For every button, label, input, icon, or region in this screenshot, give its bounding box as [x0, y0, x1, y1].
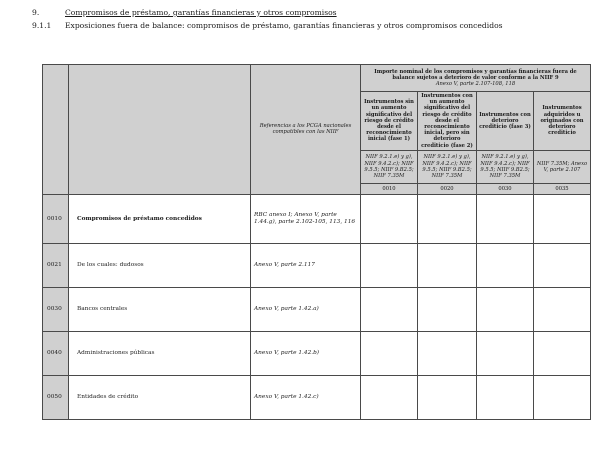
row-label: Administraciones públicas — [69, 331, 251, 375]
column-label: Instrumentos sin un aumento significativo del riesgo de crédito desde el reconocimiento inicial (fase 1) — [361, 92, 418, 151]
row-ref: RBC anexo I; Anexo V, parte 1.44.g), parte 2.102-105, 113, 116 — [251, 194, 361, 243]
data-cell[interactable] — [418, 194, 477, 243]
row-label: De los cuales: dudosos — [69, 243, 251, 287]
report-table — [42, 64, 591, 420]
data-cell[interactable] — [418, 375, 477, 419]
data-cell[interactable] — [361, 287, 418, 331]
section-title: Compromisos de préstamo, garantías financieras y otros compromisos — [65, 8, 337, 17]
subsection-title: Exposiciones fuera de balance: compromisos de préstamo, garantías financieras y otros compromisos concedidos — [65, 21, 503, 30]
column-label: Instrumentos con deterioro crediticio (fase 3) — [477, 92, 534, 151]
column-ref: NIIF 7.35M; Anexo V, parte 2.107 — [534, 150, 591, 183]
row-label: Compromisos de préstamo concedidos — [69, 194, 251, 243]
data-cell[interactable] — [418, 287, 477, 331]
refs-header: Referencias a los PCGA nacionales compatibles con las NIIF — [251, 65, 361, 195]
data-cell[interactable] — [534, 243, 591, 287]
section-number: 9. — [32, 8, 40, 17]
column-code: 0030 — [477, 183, 534, 194]
row-code: 0021 — [43, 243, 69, 287]
data-cell[interactable] — [418, 243, 477, 287]
header-row-group — [43, 65, 591, 92]
data-cell[interactable] — [477, 194, 534, 243]
group-header-subtitle: Anexo V, parte 2.107-108, 118 — [435, 81, 516, 88]
table-row — [43, 194, 591, 243]
row-ref: Anexo V, parte 2.117 — [251, 243, 361, 287]
row-ref: Anexo V, parte 1.42.a) — [251, 287, 361, 331]
row-code: 0050 — [43, 375, 69, 419]
header-corner-label — [69, 65, 251, 195]
row-code: 0010 — [43, 194, 69, 243]
data-cell[interactable] — [477, 243, 534, 287]
row-ref: Anexo V, parte 1.42.b) — [251, 331, 361, 375]
row-label: Bancos centrales — [69, 287, 251, 331]
data-cell[interactable] — [361, 243, 418, 287]
data-cell[interactable] — [477, 287, 534, 331]
column-code: 0035 — [534, 183, 591, 194]
data-cell[interactable] — [477, 331, 534, 375]
report-table-wrapper — [42, 64, 590, 420]
group-header — [361, 65, 591, 92]
row-code: 0040 — [43, 331, 69, 375]
data-cell[interactable] — [477, 375, 534, 419]
column-label: Instrumentos con un aumento significativo del riesgo de crédito desde el reconocimiento inicial, pero sin deterioro crediticio (fase 2) — [418, 92, 477, 151]
data-cell[interactable] — [534, 375, 591, 419]
header-corner-code — [43, 65, 69, 195]
row-label: Entidades de crédito — [69, 375, 251, 419]
column-code: 0010 — [361, 183, 418, 194]
table-row — [43, 331, 591, 375]
data-cell[interactable] — [534, 194, 591, 243]
row-code: 0030 — [43, 287, 69, 331]
row-ref: Anexo V, parte 1.42.c) — [251, 375, 361, 419]
subsection-number: 9.1.1 — [32, 21, 52, 30]
data-cell[interactable] — [361, 375, 418, 419]
table-row — [43, 243, 591, 287]
data-cell[interactable] — [534, 287, 591, 331]
column-code: 0020 — [418, 183, 477, 194]
data-cell[interactable] — [534, 331, 591, 375]
column-ref: NIIF 9.2.1.e) y g), NIIF 9.4.2.c); NIIF 9.5.5; NIIF 9.B2.5; NIIF 7.35M — [418, 150, 477, 183]
section-heading — [32, 8, 337, 17]
table-row — [43, 375, 591, 419]
group-header-title: Importe nominal de los compromisos y garantías financieras fuera de balance sujetos a deterioro de valor conforme a la NIIF 9 — [374, 68, 577, 81]
subsection-heading — [32, 21, 503, 30]
data-cell[interactable] — [361, 194, 418, 243]
column-ref: NIIF 9.2.1.e) y g), NIIF 9.4.2.c); NIIF 9.5.5; NIIF 9.B2.5; NIIF 7.35M — [477, 150, 534, 183]
data-cell[interactable] — [418, 331, 477, 375]
column-ref: NIIF 9.2.1.e) y g), NIIF 9.4.2.c); NIIF 9.5.5; NIIF 9.B2.5; NIIF 7.35M — [361, 150, 418, 183]
table-row — [43, 287, 591, 331]
data-cell[interactable] — [361, 331, 418, 375]
column-label: Instrumentos adquiridos u originados con deterioro crediticio — [534, 92, 591, 151]
